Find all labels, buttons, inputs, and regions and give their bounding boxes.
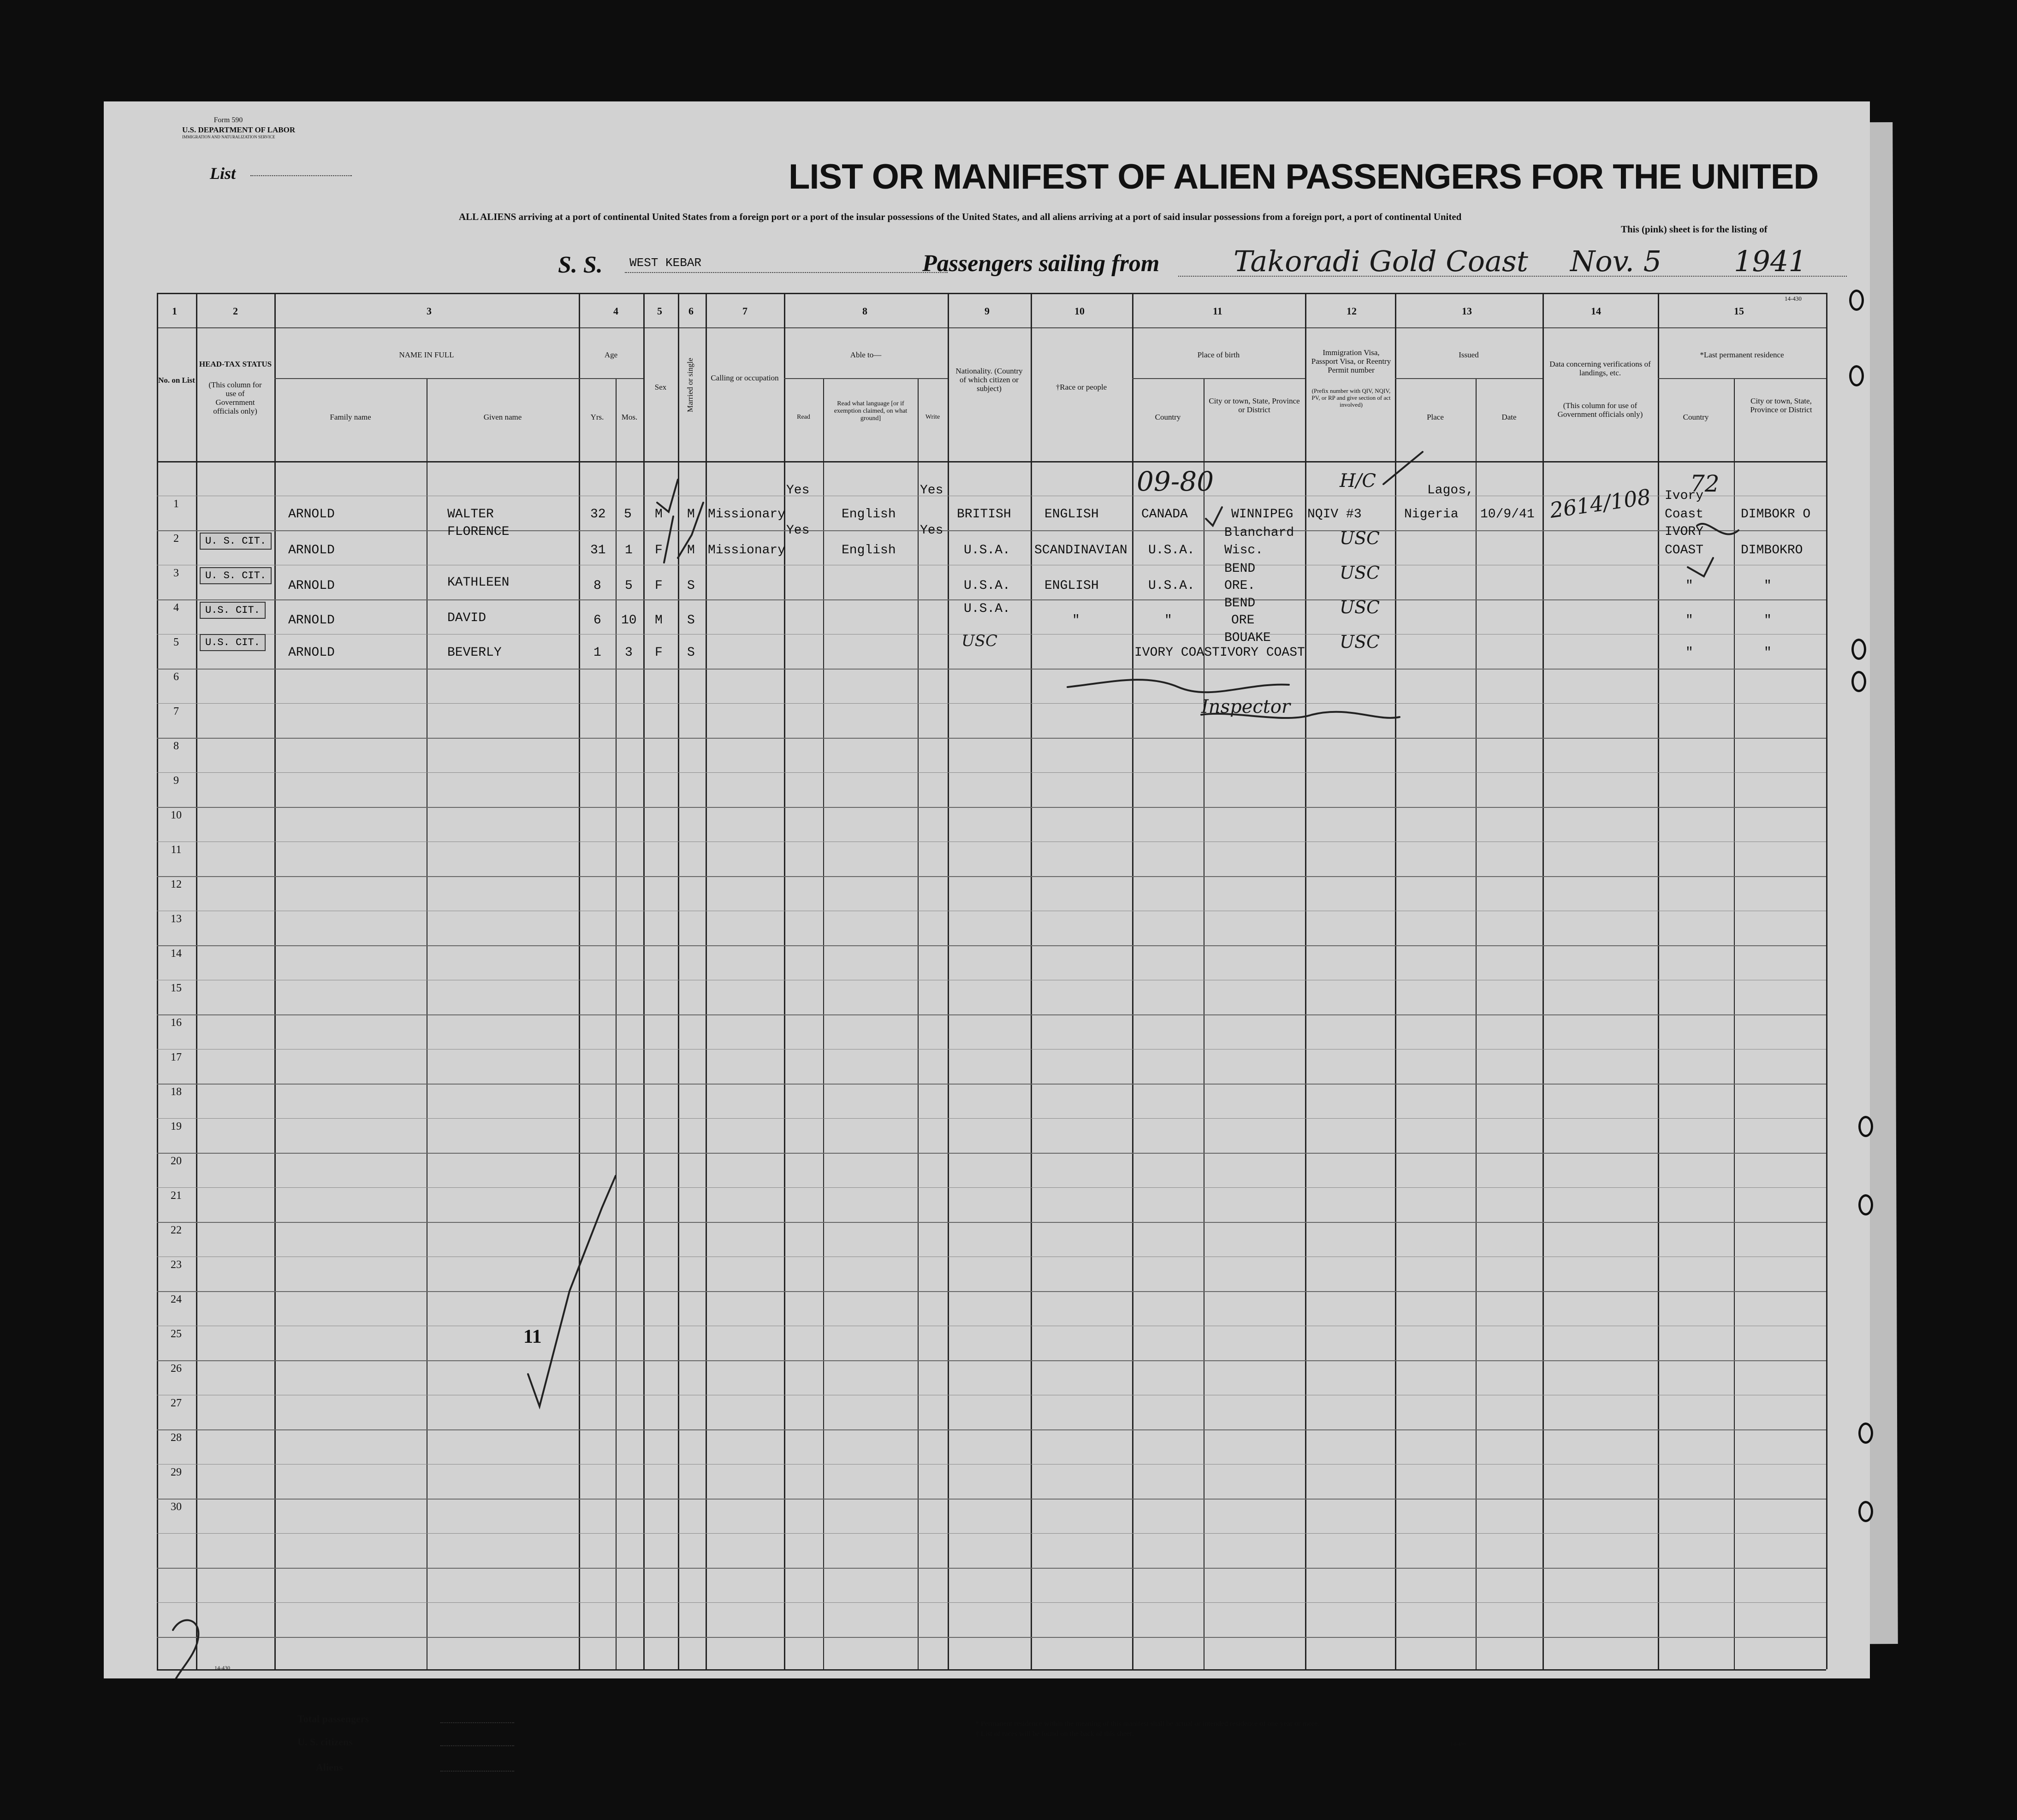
p2-write: Yes: [920, 523, 943, 538]
hdr-nationality: Nationality. (Country of which citizen or subject): [955, 367, 1023, 393]
hdr-birth-country: Country: [1155, 413, 1181, 421]
form-code-bottom-left: 14-430: [214, 1665, 230, 1671]
row-number: 29: [171, 1466, 182, 1478]
subtitle-line1: ALL ALIENS arriving at a port of continental United States from a foreign port or a port of the insular possessions of the United States, and all aliens arriving at a port of said insular possessions from a foreign port, a port of continental United: [459, 211, 1462, 222]
punch-hole: [1851, 671, 1866, 692]
usc-mark: USC: [961, 632, 997, 650]
hdr-sex: Sex: [654, 383, 667, 391]
punch-hole: [1858, 1423, 1873, 1444]
p1-read: Yes: [786, 483, 810, 498]
row-number: 5: [173, 636, 179, 648]
p5-yrs: 1: [593, 646, 601, 660]
row-number: 16: [171, 1017, 182, 1029]
p1-write: Yes: [920, 483, 943, 498]
hdr-visa-note: (Prefix number with QIV, NQIV, PV, or RP and give section of act involved): [1311, 387, 1391, 408]
p2-sex: F: [655, 543, 663, 557]
hdr-name-in-full: NAME IN FULL: [399, 350, 454, 359]
row-number: 22: [171, 1224, 182, 1236]
p4-given: DAVID: [447, 611, 486, 625]
p2-occupation: Missionary: [708, 543, 786, 557]
aliens-line: [440, 1771, 514, 1772]
aliens-label: Aliens: [316, 1761, 343, 1773]
p4-birth-city-2: ORE: [1231, 613, 1255, 628]
row-number: 20: [171, 1155, 182, 1167]
hdr-place-of-birth: Place of birth: [1197, 350, 1240, 359]
p1-nationality: BRITISH: [957, 507, 1011, 522]
form-number: Form 590: [214, 116, 243, 124]
p1-mos: 5: [624, 507, 632, 522]
col-number: 14: [1591, 305, 1601, 317]
p1-given: WALTER: [447, 507, 494, 522]
p1-issued-place-1: Lagos,: [1427, 483, 1474, 498]
p2-birth-country: U.S.A.: [1148, 543, 1195, 557]
p2-res-city: DIMBOKRO: [1741, 543, 1803, 557]
col-number: 6: [688, 305, 694, 317]
usc-mark: USC: [1340, 597, 1380, 617]
p1-visa: NQIV #3: [1307, 507, 1362, 522]
hdr-issued-date: Date: [1501, 413, 1517, 421]
hdr-residence-country: Country: [1683, 413, 1709, 421]
pen-stroke: [1383, 452, 1423, 484]
p4-sex: M: [655, 613, 663, 628]
p5-mos: 3: [625, 646, 633, 660]
hdr-age-months: Mos.: [621, 413, 638, 421]
p2-race: SCANDINAVIAN: [1034, 543, 1127, 557]
row-number: 15: [171, 982, 182, 994]
manifest-title: LIST OR MANIFEST OF ALIEN PASSENGERS FOR THE UNITED: [789, 157, 1819, 196]
row-number: 6: [173, 671, 179, 683]
annotation-code: 09-80: [1137, 466, 1214, 497]
checkmark: [1688, 558, 1713, 576]
p5-given: BEVERLY: [447, 646, 502, 660]
p3-family: ARNOLD: [288, 579, 335, 593]
usc-mark: USC: [1340, 563, 1380, 583]
sailing-label: Passengers sailing from: [922, 250, 1160, 277]
p1-issued-place-2: Nigeria: [1404, 507, 1459, 522]
p2-birth-city-2: Wisc.: [1224, 543, 1264, 557]
total-passengers-line: [440, 1722, 514, 1723]
p3-mos: 5: [625, 579, 633, 593]
col-number: 3: [427, 305, 432, 317]
p3-birth-country: U.S.A.: [1148, 579, 1195, 593]
p5-birth-city-1: BOUAKE: [1224, 631, 1271, 645]
p1-married: M: [687, 507, 695, 522]
hdr-head-tax-note: (This column for use of Government officials only): [208, 380, 262, 415]
punch-hole: [1851, 639, 1866, 660]
punch-hole: [1849, 290, 1864, 311]
p5-res-country: ": [1685, 646, 1693, 660]
hdr-read-language: Read what language [or if exemption claimed, on what ground]: [834, 400, 908, 422]
p1-family: ARNOLD: [288, 507, 335, 522]
checkmark: [678, 503, 703, 558]
hdr-head-tax: HEAD-TAX STATUS: [199, 360, 272, 368]
row-number: 18: [171, 1086, 182, 1098]
col-number: 12: [1347, 305, 1357, 317]
p2-nationality: U.S.A.: [964, 543, 1010, 557]
p4-yrs: 6: [593, 613, 601, 628]
col-number: 15: [1734, 305, 1744, 317]
p3-given: KATHLEEN: [447, 575, 510, 590]
p3-birth-city-2: ORE.: [1224, 579, 1256, 593]
p5-status-stamp: U.S. CIT.: [200, 634, 266, 651]
p2-mos: 1: [625, 543, 633, 557]
col-number: 5: [657, 305, 662, 317]
p3-status-stamp: U. S. CIT.: [200, 567, 272, 584]
col-number: 7: [742, 305, 747, 317]
list-label: List: [210, 164, 236, 183]
p5-family: ARNOLD: [288, 646, 335, 660]
usc-mark: USC: [1340, 632, 1380, 652]
hdr-birth-city: City or town, State, Province or District: [1209, 397, 1300, 414]
p1-res-country-1: Ivory: [1665, 489, 1704, 503]
p3-sex: F: [655, 579, 663, 593]
p2-language: English: [842, 543, 896, 557]
usc-mark: USC: [1340, 528, 1380, 548]
row-number: 14: [171, 948, 182, 960]
us-citizens-label: U. S. citizens: [297, 1736, 353, 1748]
p2-res-country-1: IVORY: [1665, 525, 1704, 539]
total-passengers-label: Total passengers: [297, 1713, 369, 1725]
p4-race: ": [1072, 613, 1080, 628]
row-number: 11: [171, 844, 182, 856]
p2-yrs: 31: [590, 543, 606, 557]
p4-res-city: ": [1764, 613, 1772, 628]
p1-issued-date: 10/9/41: [1480, 507, 1535, 522]
p2-married: M: [687, 543, 695, 557]
p1-race: ENGLISH: [1044, 507, 1099, 522]
annotation-11: 11: [523, 1326, 542, 1347]
row-number: 7: [173, 705, 179, 717]
row-number: 12: [171, 878, 182, 890]
row-number: 25: [171, 1328, 182, 1340]
p3-res-city: ": [1764, 579, 1772, 593]
sailing-year: 1941: [1734, 244, 1807, 278]
hdr-visa: Immigration Visa, Passport Visa, or Reentry Permit number: [1311, 348, 1391, 374]
p2-family: ARNOLD: [288, 543, 335, 557]
p1-birth-city: WINNIPEG: [1231, 507, 1293, 522]
hdr-age-years: Yrs.: [590, 413, 604, 421]
footer-code: 14-430: [1450, 1741, 1466, 1747]
col-number: 11: [1213, 305, 1222, 317]
sailing-date: Nov. 5: [1570, 244, 1662, 278]
p2-read: Yes: [786, 523, 810, 538]
row-number: 17: [171, 1051, 182, 1063]
pen-stroke: [1697, 524, 1738, 534]
punch-hole: [1849, 365, 1864, 386]
col-number: 13: [1462, 305, 1472, 317]
p5-birth-country: IVORY COAST: [1134, 646, 1220, 660]
p1-birth-country: CANADA: [1141, 507, 1188, 522]
row-number: 3: [173, 567, 179, 579]
hdr-married: Married or single: [686, 357, 694, 413]
row-number: 28: [171, 1432, 182, 1444]
row-number: 26: [171, 1363, 182, 1375]
p5-res-city: ": [1764, 646, 1772, 660]
row-number: 2: [173, 533, 179, 545]
checkmark: [657, 480, 678, 512]
p3-nationality: U.S.A.: [964, 579, 1010, 593]
p3-yrs: 8: [593, 579, 601, 593]
checkmark: [1206, 507, 1222, 526]
form-code-right: 14-430: [1785, 295, 1802, 302]
p4-married: S: [687, 613, 695, 628]
p1-yrs: 32: [590, 507, 606, 522]
row-number: 10: [171, 809, 182, 821]
punch-hole: [1858, 1116, 1873, 1137]
hdr-age: Age: [604, 350, 618, 359]
department-name: U.S. DEPARTMENT OF LABOR: [182, 125, 296, 134]
row-number: 27: [171, 1397, 182, 1409]
col-number: 2: [233, 305, 238, 317]
footnote-races: † List of races will be found on the back of this sheet.: [975, 1730, 1134, 1738]
handwriting-strokes: [104, 101, 1870, 1678]
col-number: 10: [1074, 305, 1085, 317]
hand-number: [182, 1642, 217, 1706]
p4-birth-country: ": [1164, 613, 1172, 628]
p5-birth-city-2: IVORY COAST: [1220, 646, 1305, 660]
subtitle-line2: This (pink) sheet is for the listing of: [1621, 224, 1768, 235]
row-number: 1: [173, 498, 179, 510]
annotation-hc: H/C: [1340, 470, 1376, 492]
row-number: 9: [173, 775, 179, 787]
row-number: 24: [171, 1293, 182, 1305]
p4-family: ARNOLD: [288, 613, 335, 628]
p2-birth-city-1: Blanchard: [1224, 526, 1294, 540]
p1-verification: 2614/108: [1548, 484, 1653, 523]
signature-stroke: [1201, 712, 1400, 718]
sailing-from: Takoradi Gold Coast: [1234, 244, 1528, 278]
row-number: 23: [171, 1259, 182, 1271]
hdr-issued: Issued: [1459, 350, 1479, 359]
footnote-permanent-residence: * Permanent residence within the meaning of this manifest shall be actual or intended residence of one year or more.: [975, 1720, 1320, 1728]
row-number: 21: [171, 1190, 182, 1202]
p3-res-country: ": [1685, 579, 1693, 593]
col-number: 9: [985, 305, 990, 317]
p1-sex: M: [655, 507, 663, 522]
p3-race: ENGLISH: [1044, 579, 1099, 593]
hdr-read: Read: [797, 414, 810, 421]
punch-hole: [1858, 1194, 1873, 1215]
row-number: 19: [171, 1120, 182, 1132]
row-number: 13: [171, 913, 182, 925]
col-number: 4: [613, 305, 618, 317]
p1-occupation: Missionary: [708, 507, 786, 522]
p2-res-country-2: COAST: [1665, 543, 1704, 557]
p1-language: English: [842, 507, 896, 522]
p4-birth-city-1: BEND: [1224, 596, 1256, 611]
p3-married: S: [687, 579, 695, 593]
inspector-signature-label: Inspector: [1201, 696, 1291, 717]
checkmark: [528, 1176, 616, 1406]
hdr-able-to: Able to—: [850, 350, 882, 359]
col-number: 8: [862, 305, 867, 317]
hdr-no-on-list: No. on List: [158, 376, 195, 385]
hdr-verifications: Data concerning verifications of landings, etc.: [1549, 360, 1651, 377]
punch-hole: [1858, 1501, 1873, 1522]
p4-status-stamp: U.S. CIT.: [200, 602, 266, 619]
hdr-residence-city: City or town, State, Province or District: [1750, 397, 1812, 414]
us-citizens-line: [440, 1745, 514, 1746]
p4-nationality: U.S.A.: [964, 602, 1010, 616]
row-number: 4: [173, 602, 179, 614]
hdr-verifications-note: (This column for use of Government officials only): [1557, 401, 1643, 419]
signature-stroke: [1068, 680, 1289, 692]
hdr-calling: Calling or occupation: [711, 373, 779, 382]
p4-res-country: ": [1685, 613, 1693, 628]
ship-name: WEST KEBAR: [629, 256, 702, 270]
p3-birth-city-1: BEND: [1224, 562, 1256, 576]
p1-res-country-2: Coast: [1665, 507, 1704, 522]
hdr-race: †Race or people: [1056, 383, 1107, 391]
annotation-72: 72: [1690, 470, 1720, 497]
p5-sex: F: [655, 646, 663, 660]
row-number: 30: [171, 1501, 182, 1513]
checkmark: [664, 516, 673, 563]
hdr-last-residence: *Last permanent residence: [1700, 350, 1784, 359]
ss-label: S. S.: [558, 252, 603, 278]
p5-married: S: [687, 646, 695, 660]
p2-status-stamp: U. S. CIT.: [200, 533, 272, 550]
hdr-given-name: Given name: [483, 413, 522, 421]
col-number: 1: [172, 305, 177, 317]
p4-mos: 10: [621, 613, 637, 628]
p1-res-city: DIMBOKR O: [1741, 507, 1811, 522]
p2-given: FLORENCE: [447, 525, 510, 539]
hdr-write: Write: [925, 414, 940, 421]
manifest-sheet: [104, 101, 1870, 1773]
hdr-family-name: Family name: [330, 413, 371, 421]
row-number: 8: [173, 740, 179, 752]
service-name: IMMIGRATION AND NATURALIZATION SERVICE: [182, 135, 275, 139]
hdr-issued-place: Place: [1427, 413, 1444, 421]
